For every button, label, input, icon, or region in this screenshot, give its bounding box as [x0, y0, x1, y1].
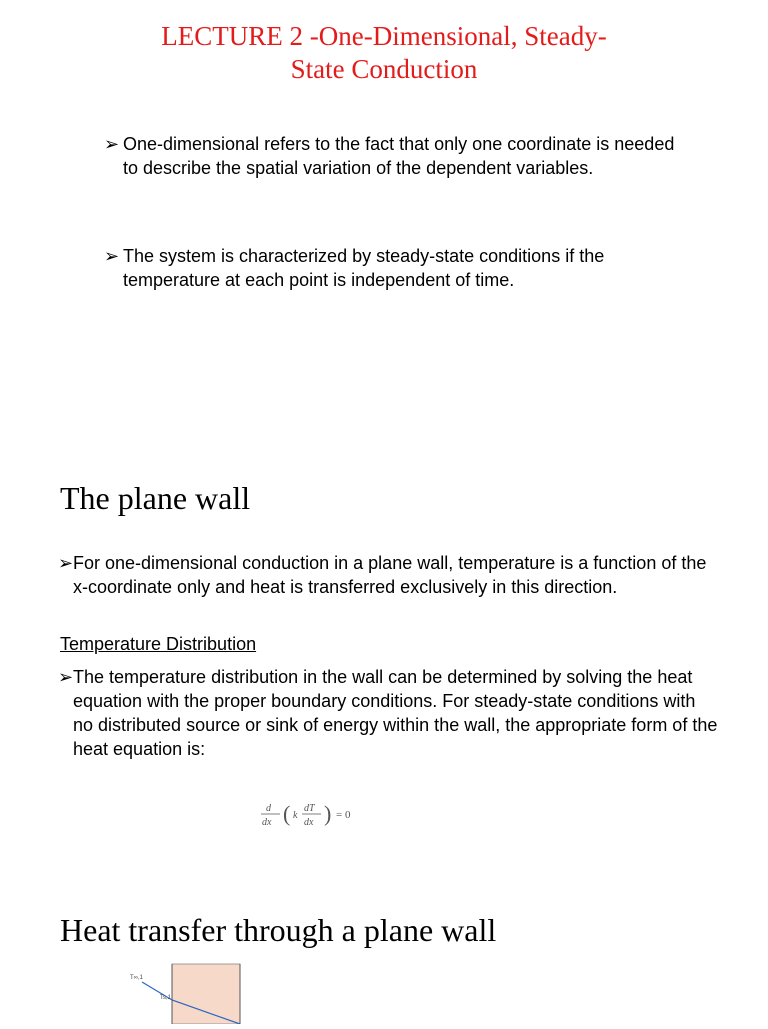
- heading-heat-transfer: Heat transfer through a plane wall: [60, 912, 497, 948]
- eq-d: d: [266, 803, 271, 814]
- bullet-text: For one-dimensional conduction in a plane wall, temperature is a function of the x-coordinate only and heat is transferred exclusively in this direction.: [73, 553, 707, 597]
- arrow-bullet-icon: ➢: [58, 667, 74, 687]
- bullet-temperature-distribution: [58, 665, 718, 761]
- eq-dx: dx: [262, 817, 272, 828]
- plane-wall-diagram: [120, 962, 260, 1029]
- title-line-2: State Conduction: [290, 54, 478, 84]
- label-t-inf-1: T∞,1: [130, 975, 143, 981]
- label-t-s-1: Ts,1: [160, 995, 172, 1001]
- eq-open-paren: (: [283, 801, 291, 826]
- heat-equation-figure: [258, 800, 388, 832]
- subheading-temperature-distribution: Temperature Distribution: [60, 634, 257, 654]
- eq-k: k: [293, 810, 298, 821]
- title-line-1: LECTURE 2 -One-Dimensional, Steady-: [161, 21, 607, 51]
- eq-equals-zero: = 0: [336, 809, 351, 821]
- bullet-plane-wall: [58, 551, 718, 599]
- heat-equation: [258, 800, 388, 835]
- bullet-one-dimensional: [104, 132, 684, 180]
- eq-close-paren: ): [324, 801, 332, 826]
- wall-slab: [172, 964, 240, 1024]
- bullet-text: The temperature distribution in the wall can be determined by solving the heat equation with the proper boundary conditions. For steady-state conditions with no distributed source or sink of energy within the wall, the appropriate form of the heat equation is:: [73, 667, 718, 759]
- arrow-bullet-icon: ➢: [104, 134, 120, 154]
- arrow-bullet-icon: ➢: [104, 246, 120, 266]
- eq-dT: dT: [304, 803, 315, 814]
- bullet-text: The system is characterized by steady-state conditions if the temperature at each point is independent of time.: [123, 246, 605, 290]
- arrow-bullet-icon: ➢: [58, 553, 74, 573]
- heading-plane-wall: The plane wall: [60, 480, 251, 516]
- lecture-title: [0, 20, 768, 86]
- bullet-steady-state: [104, 244, 684, 292]
- bullet-text: One-dimensional refers to the fact that only one coordinate is needed to describe the spatial variation of the dependent variables.: [123, 134, 675, 178]
- plane-wall-figure: [120, 962, 260, 1024]
- eq-dx-2: dx: [304, 817, 314, 828]
